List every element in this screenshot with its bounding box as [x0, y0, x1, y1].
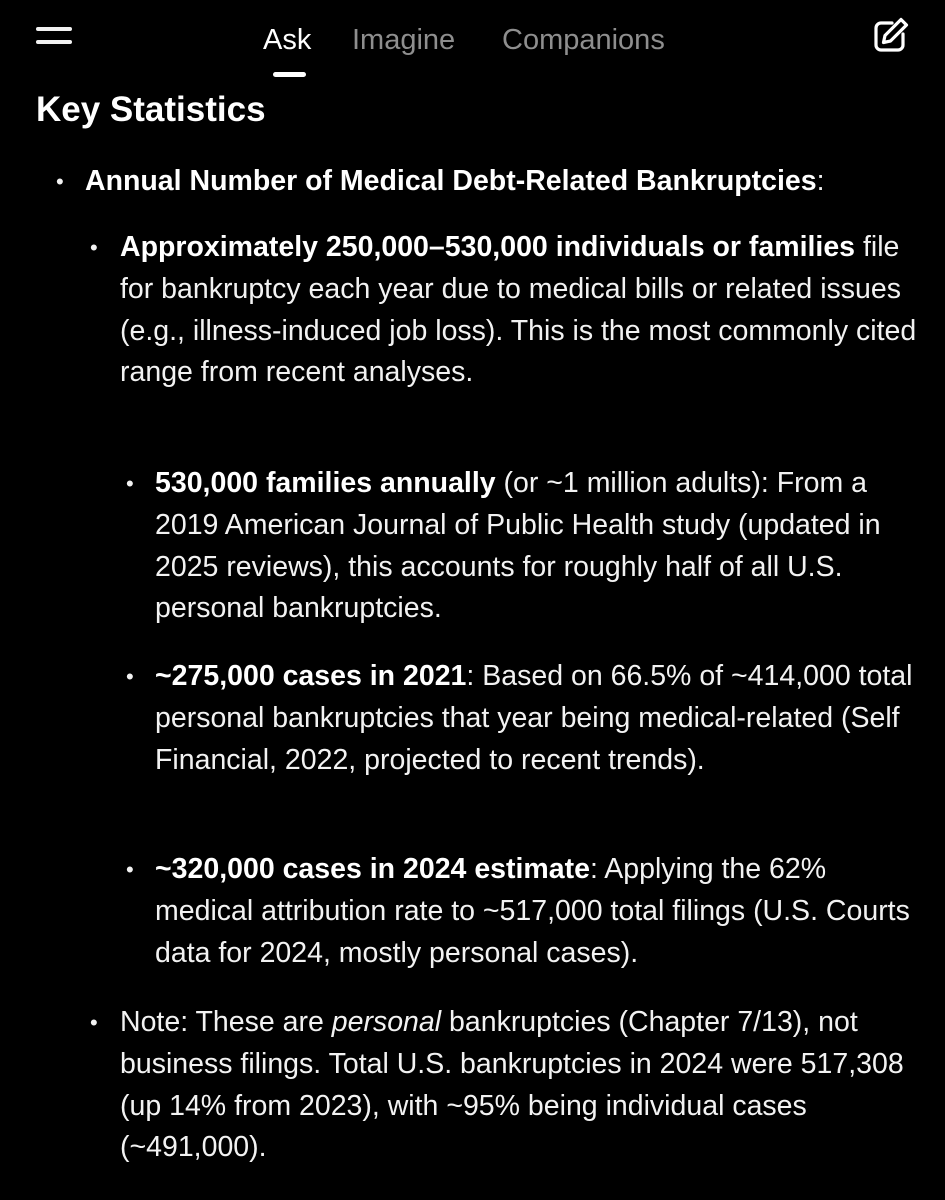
item-body-text: (or ~1 million adults): From a 2019 American Journal of Public Health study (updated in 2025 reviews), this accounts for roughly half of all U.S. personal bankruptcies. — [155, 467, 881, 625]
item-bold-text: 530,000 families annually — [155, 467, 496, 499]
bullet-marker: • — [126, 664, 134, 689]
item-bold-text: ~320,000 cases in 2024 estimate — [155, 853, 590, 885]
item-bold-text: ~275,000 cases in 2021 — [155, 660, 467, 692]
section-heading: Key Statistics — [36, 90, 266, 129]
list-item-main-range — [120, 227, 920, 394]
mode-tabs — [0, 0, 945, 80]
list-item-ajph-study — [155, 463, 925, 630]
bullet-marker: • — [90, 1010, 98, 1035]
top-nav-bar — [0, 0, 945, 80]
item-body-text: file for bankruptcy each year due to medical bills or related issues (e.g., illness-induced job loss). This is the most commonly cited range from recent analyses. — [120, 231, 917, 389]
bullet-marker: • — [56, 169, 64, 194]
list-item-2021-cases — [155, 656, 925, 781]
bullet-marker: • — [126, 471, 134, 496]
list-item-2024-estimate — [155, 849, 925, 974]
note-prefix: Note: These are — [120, 1006, 332, 1038]
note-italic-word: personal — [331, 1006, 442, 1038]
edit-compose-icon[interactable] — [868, 14, 912, 58]
item-bold-title: Annual Number of Medical Debt-Related Bankruptcies — [85, 165, 817, 197]
list-item-note — [120, 1002, 920, 1169]
item-body-text: : Applying the 62% medical attribution rate to ~517,000 total filings (U.S. Courts data for 2024, mostly personal cases). — [155, 853, 910, 969]
list-item-annual-bankruptcies — [85, 161, 925, 203]
bullet-marker: • — [90, 235, 98, 260]
item-bold-text: Approximately 250,000–530,000 individuals or families — [120, 231, 856, 263]
tab-imagine[interactable]: Imagine — [352, 24, 456, 56]
bullet-marker: • — [126, 857, 134, 882]
tab-companions[interactable]: Companions — [502, 24, 665, 56]
tab-ask[interactable]: Ask — [263, 24, 312, 56]
active-tab-indicator — [273, 72, 306, 77]
item-body-text: : Based on 66.5% of ~414,000 total personal bankruptcies that year being medical-related (Self Financial, 2022, projected to recent trends). — [155, 660, 913, 776]
note-body-text: bankruptcies (Chapter 7/13), not business filings. Total U.S. bankruptcies in 2024 were 517,308 (up 14% from 2023), with ~95% being individual cases (~491,000). — [120, 1006, 904, 1164]
item-title-suffix: : — [816, 165, 825, 197]
